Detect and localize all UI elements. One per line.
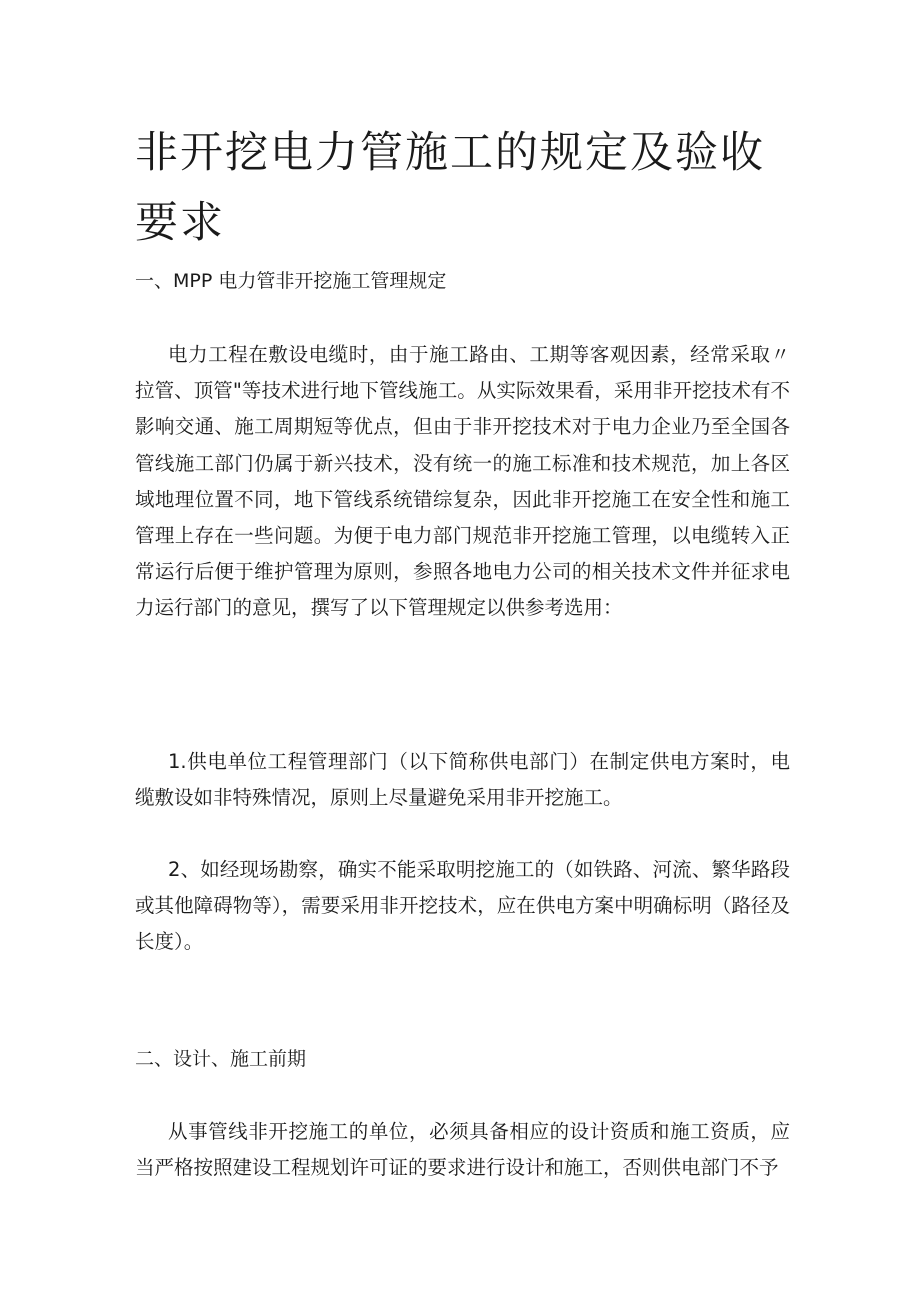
document-title: 非开挖电力管施工的规定及验收要求 [135,128,765,248]
paragraph-design: 从事管线非开挖施工的单位，必须具备相应的设计资质和施工资质，应当严格按照建设工程规划许可证的要求进行设计和施工，否则供电部门不予 [135,1120,790,1180]
paragraph-item-2: 2、如经现场勘察，确实不能采取明挖施工的（如铁路、河流、繁华路段或其他障碍物等），需要采用非开挖技术，应在供电方案中明确标明（路径及长度）。 [135,858,790,954]
paragraph-item-1: 1.供电单位工程管理部门（以下简称供电部门）在制定供电方案时，电缆敷设如非特殊情况，原则上尽量避免采用非开挖施工。 [135,750,790,810]
section-heading-1: 一、MPP 电力管非开挖施工管理规定 [135,270,447,292]
paragraph-intro: 电力工程在敷设电缆时，由于施工路由、工期等客观因素，经常采取〃拉管、顶管"等技术进行地下管线施工。从实际效果看，采用非开挖技术有不影响交通、施工周期短等优点，但由于非开挖技术对于电力企业乃至全国各管线施工部门仍属于新兴技术，没有统一的施工标准和技术规范，加上各区域地理位置不同，地下管线系统错综复杂，因此非开挖施工在安全性和施工管理上存在一些问题。为便于电力部门规范非开挖施工管理，以电缆转入正常运行后便于维护管理为原则，参照各地电力公司的相关技术文件并征求电力运行部门的意见，撰写了以下管理规定以供参考选用： [135,343,790,620]
section-heading-2: 二、设计、施工前期 [135,1048,307,1070]
